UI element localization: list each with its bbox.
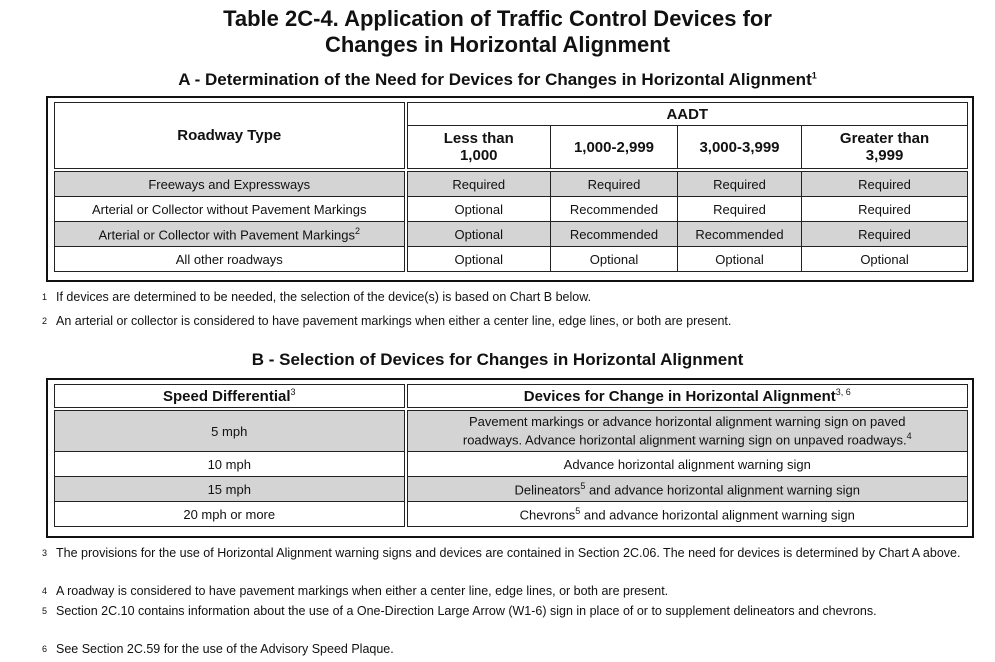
section-b-table xyxy=(54,384,968,527)
footnote-6: 6 See Section 2C.59 for the use of the Advisory Speed Plaque. xyxy=(42,642,394,656)
title-line-1: Table 2C-4. Application of Traffic Control Devices for xyxy=(223,6,772,31)
aadt-cell: Optional xyxy=(678,247,802,272)
col-aadt-4: Greater than 3,999 xyxy=(802,126,968,169)
aadt-cell: Required xyxy=(406,172,551,197)
device-cell: Delineators$^5$ and advance horizontal alignment warning sign xyxy=(406,477,968,502)
section-a-heading-text: A - Determination of the Need for Devices for Changes in Horizontal Alignment xyxy=(178,70,812,89)
section-a-table xyxy=(54,102,968,272)
aadt-cell: Recommended xyxy=(551,197,678,222)
table-row xyxy=(55,172,968,197)
aadt-cell: Required xyxy=(802,172,968,197)
aadt-cell: Recommended xyxy=(551,222,678,247)
device-cell: Chevrons$^5$ and advance horizontal alignment warning sign xyxy=(406,502,968,527)
section-a-heading xyxy=(0,70,995,90)
device-cell: Pavement markings or advance horizontal alignment warning sign on paved roadways. Advance horizontal alignment warning sign on unpaved roadways.$^4$ xyxy=(406,411,968,452)
footnote-2: 2 An arterial or collector is considered to have pavement markings when either a center line, edge lines, or both are present. xyxy=(42,314,732,328)
section-a-table-frame xyxy=(46,96,974,282)
table-row xyxy=(55,411,968,452)
aadt-cell: Recommended xyxy=(678,222,802,247)
aadt-cell: Optional xyxy=(406,197,551,222)
aadt-cell: Optional xyxy=(802,247,968,272)
aadt-cell: Required xyxy=(802,222,968,247)
footnote-3: 3 The provisions for the use of Horizontal Alignment warning signs and devices are contained in Section 2C.06. The need for devices is determined by Chart A above. xyxy=(42,546,961,560)
roadway-type-cell: Arterial or Collector without Pavement Markings xyxy=(55,197,406,222)
col-speed-differential: Speed Differential$^3$ xyxy=(55,385,406,408)
table-row xyxy=(55,247,968,272)
aadt-cell: Optional xyxy=(406,222,551,247)
aadt-cell: Optional xyxy=(406,247,551,272)
roadway-type-cell: Freeways and Expressways xyxy=(55,172,406,197)
col-devices: Devices for Change in Horizontal Alignment$^{3, 6}$ xyxy=(406,385,968,408)
roadway-type-cell: Arterial or Collector with Pavement Markings$^2$ xyxy=(55,222,406,247)
section-b-heading: B - Selection of Devices for Changes in Horizontal Alignment xyxy=(251,350,744,369)
table-row xyxy=(55,222,968,247)
table-row xyxy=(55,452,968,477)
footnote-4: 4 A roadway is considered to have pavement markings when either a center line, edge lines, or both are present. xyxy=(42,584,669,598)
table-row xyxy=(55,477,968,502)
roadway-type-cell: All other roadways xyxy=(55,247,406,272)
col-roadway-type: Roadway Type xyxy=(55,103,406,169)
speed-cell: 15 mph xyxy=(55,477,406,502)
aadt-cell: Required xyxy=(551,172,678,197)
speed-cell: 5 mph xyxy=(55,411,406,452)
col-aadt-1: Less than 1,000 xyxy=(406,126,551,169)
section-a-heading-sup: 1 xyxy=(811,70,817,81)
col-aadt-2: 1,000-2,999 xyxy=(551,126,678,169)
footnote-1: 1 If devices are determined to be needed, the selection of the device(s) is based on Chart B below. xyxy=(42,290,592,304)
table-row xyxy=(55,502,968,527)
section-b-table-frame xyxy=(46,378,974,538)
aadt-cell: Required xyxy=(678,172,802,197)
speed-cell: 10 mph xyxy=(55,452,406,477)
speed-cell: 20 mph or more xyxy=(55,502,406,527)
table-title xyxy=(0,6,995,58)
footnote-5: 5 Section 2C.10 contains information about the use of a One-Direction Large Arrow (W1-6) sign in place of or to supplement delineators and chevrons. xyxy=(42,604,877,618)
aadt-cell: Optional xyxy=(551,247,678,272)
table-row xyxy=(55,197,968,222)
device-cell: Advance horizontal alignment warning sign xyxy=(406,452,968,477)
col-aadt: AADT xyxy=(406,103,968,126)
aadt-cell: Required xyxy=(678,197,802,222)
aadt-cell: Required xyxy=(802,197,968,222)
col-aadt-3: 3,000-3,999 xyxy=(678,126,802,169)
title-line-2: Changes in Horizontal Alignment xyxy=(324,32,671,57)
